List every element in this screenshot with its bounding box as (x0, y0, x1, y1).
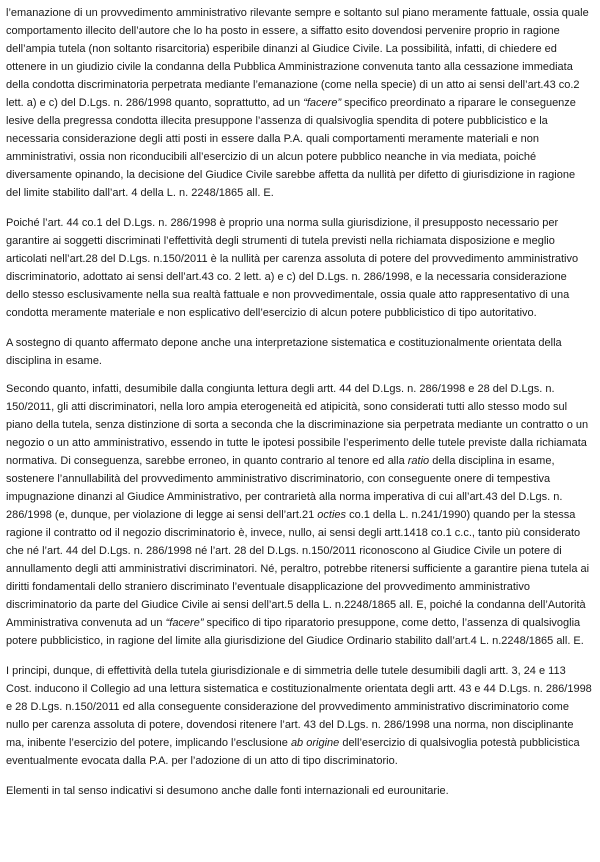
text-segment: co.1 della L. n.241/1990) quando per la stessa ragione il contratto od il negozio discriminatorio è, invece, nullo, ai sensi degli artt.1418 co.1 c.c., tanto più considerato che né l’art. 44 del D.Lgs. n. 286/1998 né l’art. 28 del D.Lgs. n.150/2011 riconoscono al Giudice Civile un potere di annullamento degli atti amministrativi discriminatori. Né, peraltro, potrebbe ritenersi sufficiente a garantire piena tutela ai diritti fondamentali dello straniero discriminato l’eventuale disapplicazione del provvedimento amministrativo discriminatorio da parte del Giudice Civile ai sensi dell’art.5 della L. n.2248/1865 all. E, poiché la condanna dell’Autorità Amministrativa convenuta ad un (6, 509, 590, 629)
text-segment: specifico preordinato a riparare le conseguenze lesive della pregressa condotta illecita presuppone l’assenza di qualsivoglia spendita di potere pubblicistico e la necessaria considerazione degli atti posti in essere dalla P.A. quali comportamenti meramente materiali e non amministrativi, ossia non riconducibili all’esercizio di un alcun potere pubblico neanche in via mediata, poiché diversamente opinando, la decisione del Giudice Civile sarebbe affetta da nullità per difetto di giurisdizione in ragione del limite stabilito dall’art. 4 della L. n. 2248/1865 all. E. (6, 97, 576, 199)
italic-term: ratio (407, 455, 430, 467)
paragraph-art-44-jurisdiction-norm (6, 214, 592, 322)
italic-term: “facere” (165, 617, 204, 629)
text-segment: l’emanazione di un provvedimento amministrativo rilevante sempre e soltanto sul piano meramente fattuale, ossia quale comportamento illecito dell’autore che lo ha posto in essere, a siffatto esito dovendosi pervenire proprio in ragione dell’ampia tutela (non soltanto risarcitoria) esperibile dinanzi al Giudice Civile. La possibilità, infatti, di chiedere ed ottenere in un giudizio civile la condanna della Pubblica Amministrazione convenuta tanto alla cessazione immediata della condotta discriminatoria perpetrata mediante l’emanazione (come nella specie) di un atto ai sensi dell’art.43 co.2 lett. a) e c) del D.Lgs. n. 286/1998 quanto, soprattutto, ad un (6, 7, 589, 109)
italic-term: ab origine (290, 737, 340, 749)
text-segment: A sostegno di quanto affermato depone anche una interpretazione sistematica e costituzionalmente orientata della disciplina in esame. (6, 337, 562, 367)
paragraph-systematic-interpretation (6, 334, 592, 370)
text-segment: Secondo quanto, infatti, desumibile dalla congiunta lettura degli artt. 44 del D.Lgs. n. 286/1998 e 28 del D.Lgs. n. 150/2011, gli atti discriminatori, nella loro ampia eterogeneità ed atipicità, sono considerati tutti allo stesso modo sul piano della tutela, senza distinzione di sorta a seconda che la discriminazione sia perpetrata mediante un contratto o un negozio o un atto amministrativo, essendo in tutte le ipotesi possibile l’esperimento delle tutele previste dalla richiamata normativa. Di conseguenza, sarebbe erroneo, in quanto contrario al tenore ed alla (6, 383, 589, 467)
text-segment: della disciplina in esame, sostenere l’annullabilità del provvedimento amministrativo discriminatorio, con conseguente onere di tempestiva impugnazione dinanzi al Giudice Amministrativo, per contrarietà alla norma imperativa di cui all’art.43 del D.Lgs. n. 286/1998 (e, dunque, per violazione di legge ai sensi dell’art.21 (6, 455, 563, 521)
italic-term: “facere” (303, 97, 342, 109)
paragraph-international-sources (6, 782, 592, 800)
text-segment: Elementi in tal senso indicativi si desumono anche dalle fonti internazionali ed eurounitarie. (6, 785, 449, 797)
paragraph-jurisdiction-civil-judge (6, 4, 592, 202)
paragraph-discriminatory-acts-protection (6, 380, 592, 650)
text-segment: specifico di tipo riparatorio presuppone, come detto, l’assenza di qualsivoglia potere pubblicistico, in ragione del limite alla giurisdizione del Giudice Ordinario stabilito dall’art.4 L. n.2248/1865 all. E. (6, 617, 584, 647)
text-segment: Poiché l’art. 44 co.1 del D.Lgs. n. 286/1998 è proprio una norma sulla giurisdizione, il presupposto necessario per garantire ai soggetti discriminati l’effettività degli strumenti di tutela previsti nella richiamata disposizione e meglio articolati nell’art.28 del D.Lgs. n.150/2011 è la nullità per carenza assoluta di potere del provvedimento amministrativo discriminatorio, adottato ai sensi dell’art.43 co. 2 lett. a) e c) del D.Lgs. n. 286/1998, e la necessaria considerazione dello stesso esclusivamente nella sua realtà fattuale e non provvedimentale, ossia quale atto rappresentativo di una condotta meramente materiale e non esplicativo dell’esercizio di alcun potere pubblicistico di tipo autoritativo. (6, 217, 579, 319)
paragraph-principles-effectiveness (6, 662, 592, 770)
text-segment: dell’esercizio di qualsivoglia potestà pubblicistica eventualmente evocata dalla P.A. per l’adozione di un atto di tipo discriminatorio. (6, 737, 580, 767)
text-segment: I principi, dunque, di effettività della tutela giurisdizionale e di simmetria delle tutele desumibili dagli artt. 3, 24 e 113 Cost. inducono il Collegio ad una lettura sistematica e costituzionalmente orientata degli artt. 43 e 44 D.Lgs. n. 286/1998 e 28 D.Lgs. n.150/2011 ed alla conseguente considerazione del provvedimento amministrativo discriminatorio come nullo per carenza assoluta di potere, dovendosi ritenere l’art. 43 del D.Lgs. n. 286/1998 una norma, non disciplinante ma, inibente l’esercizio del potere, implicando l’esclusione (6, 665, 592, 749)
italic-term: octies (317, 509, 347, 521)
